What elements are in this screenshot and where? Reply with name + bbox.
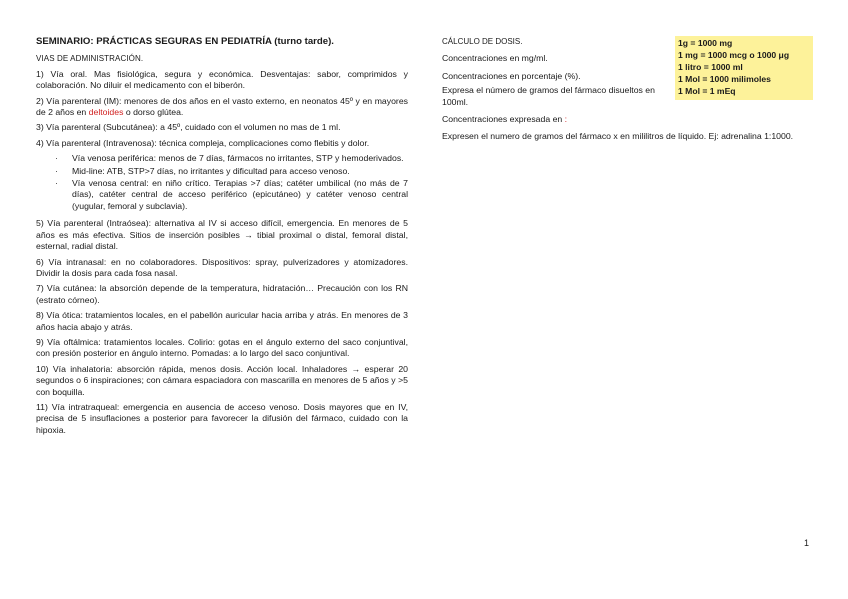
calc-item-percent: Concentraciones en porcentaje (%). [442, 70, 581, 81]
paragraph-otica: 8) Vía ótica: tratamientos locales, en el pabellón auricular hacia arriba y atrás. En menores de 3 años hacia abajo y atrás. [36, 310, 408, 332]
calc-heading: CÁLCULO DE DOSIS. [442, 37, 523, 46]
bullet-icon: · [55, 165, 58, 176]
paragraph-intratraqueal: 11) Vía intratraqueal: emergencia en ausencia de acceso venoso. Dosis mayores que en IV, precisa de 5 insuflaciones a posterior para favorecer la difusión del fármaco, cuidado con la hipoxia. [36, 401, 408, 435]
bullet-icon: · [55, 178, 58, 189]
section-heading: VIAS DE ADMINISTRACIÓN. [36, 54, 144, 64]
paragraph-im-text: 2) Vía parenteral (IM): menores de dos años en el vasto externo, en neonatos 45º y en mayores de 2 años en [36, 95, 408, 118]
paragraph-intranasal: 6) Vía intranasal: en no colaboradores. Dispositivos: spray, pulverizadores y atomizadores. Dividir la dosis para cada fosa nasal. [36, 256, 408, 278]
paragraph-oral: 1) Vía oral. Mas fisiológica, segura y económica. Desventajas: sabor, comprimidos y colaboración. No diluir el medicamento con el biberón. [36, 68, 408, 91]
deltoides-highlight: deltoides [88, 107, 124, 118]
calc-item-percent-desc: Expresa el número de gramos del fármaco disueltos en 100ml. [442, 85, 655, 107]
paragraph-inhalatoria: 10) Vía inhalatoria: absorción rápida, menos dosis. Acción local. Inhaladores → esperar 20 segundos o 6 inspiraciones; con cámara espaciadora con mascarilla en menores de 5 años y >5 con boquilla. [36, 363, 408, 397]
list-item-text: Vía venosa central: en niño crítico. Terapias >7 días; catéter umbilical (no más de 7 días), catéter central de acceso periférico (epicutáneo) y catéter venoso central (yugular, femoral y subclavia). [72, 178, 408, 211]
bullet-icon: · [55, 153, 58, 164]
iv-bullet-list [36, 153, 408, 212]
page-number: 1 [804, 538, 810, 548]
calc-item-mgml: Concentraciones en mg/ml. [442, 53, 548, 64]
calc-item-ratio-desc: Expresen el numero de gramos del fármaco x en mililitros de líquido. Ej: adrenalina 1:1000. [442, 131, 794, 142]
conversion-box [675, 36, 813, 100]
calc-item-ratio-text: Concentraciones expresada en [442, 114, 565, 125]
list-item-text: Vía venosa periférica: menos de 7 días, fármacos no irritantes, STP y hemoderivados. [72, 153, 404, 164]
list-item [55, 165, 408, 177]
list-item [55, 153, 408, 164]
paragraph-cutanea: 7) Vía cutánea: la absorción depende de la temperatura, hidratación… Precaución con los RN (estrato córneo). [36, 283, 408, 305]
paragraph-oftalmica: 9) Vía oftálmica: tratamientos locales. Colirio: gotas en el ángulo externo del saco conjuntival, con presión posterior en ángulo interno. Pomadas: a lo largo del saco conjuntival. [36, 336, 408, 359]
conversion-line: 1g = 1000 mg [678, 38, 733, 48]
left-column [36, 36, 408, 440]
paragraph-intravenosa: 4) Vía parenteral (Intravenosa): técnica compleja, complicaciones como flebitis y dolor. [36, 137, 370, 148]
list-item-text: Mid-line: ATB, STP>7 días, no irritantes y dificultad para acceso venoso. [72, 165, 350, 176]
calc-item-ratio-colon: : [564, 114, 568, 125]
conversion-line: 1 Mol = 1000 milimoles [678, 74, 771, 84]
paragraph-intraosea: 5) Vía parenteral (Intraósea): alternativa al IV si acceso difícil, emergencia. En menores de 5 años es más efectiva. Sitios de inserción posibles → tibial proximal o distal, femoral distal, esternal, radial distal. [36, 218, 408, 252]
page-title: SEMINARIO: PRÁCTICAS SEGURAS EN PEDIATRÍA (turno tarde). [36, 36, 334, 47]
paragraph-im [36, 96, 408, 119]
conversion-line: 1 litro = 1000 ml [678, 62, 743, 72]
paragraph-im-end: o dorso glútea. [123, 107, 184, 118]
list-item [55, 178, 408, 212]
conversion-line: 1 Mol = 1 mEq [678, 86, 736, 96]
conversion-line: 1 mg = 1000 mcg o 1000 μg [678, 50, 790, 60]
calc-item-ratio [442, 114, 670, 125]
paragraph-subcutanea: 3) Vía parenteral (Subcutánea): a 45º, cuidado con el volumen no mas de 1 ml. [36, 122, 341, 133]
